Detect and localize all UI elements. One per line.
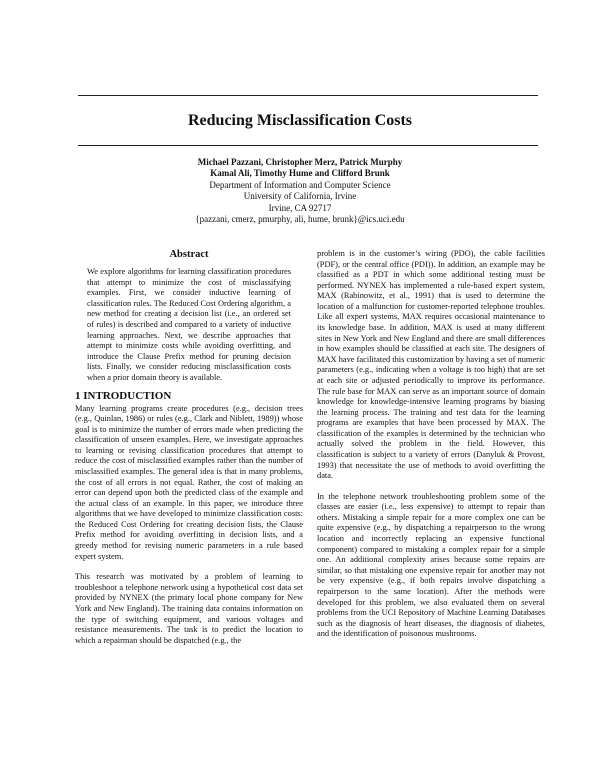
affiliation-department: Department of Information and Computer Science bbox=[209, 179, 391, 190]
paragraph-gap bbox=[75, 562, 303, 572]
right-column bbox=[317, 249, 545, 640]
affiliation-city: Irvine, CA 92717 bbox=[268, 202, 332, 213]
paragraph-gap bbox=[317, 482, 545, 492]
authors-line-1: Michael Pazzani, Christopher Merz, Patrick Murphy bbox=[197, 157, 403, 167]
intro-paragraph-4: In the telephone network troubleshooting problem some of the classes are easier (i.e., less expensive) to attempt to repair than others. Mistaking a simple repair for a more complex one can be quite expensive (e.g., by dispatching a repairperson to the wrong location and incorrectly replacing an expensive functional component) compared to mistaking a complex repair for a simple one. An additional complexity arises because some repairs are similar, so that mistaking one expensive repair for another may not be very expensive (e.g., if both repairs involve dispatching a repairperson to the same location). After the methods were developed for this problem, we also evaluated them on several problems from the UCI Repository of Machine Learning Databases such as the diagnosis of heart diseases, the diagnosis of diabetes, and the identification of poisonous mushrooms. bbox=[317, 491, 545, 639]
authors-line-2: Kamal Ali, Timothy Hume and Clifford Brunk bbox=[210, 168, 390, 179]
intro-paragraph-3: problem is in the customer’s wiring (PDO), the cable facilities (PDF), or the central office (PDI)). In addition, an example may be classified as a PDT in which some additional testing must be performed. NYNEX has implemented a rule-based expert system, MAX (Rabinowitz, et al., 1991) that is used to determine the location of a malfunction for customer-reported telephone troubles. Like all expert systems, MAX requires occasional maintenance to its knowledge base. In addition, MAX is used at many different sites in New York and New England and there are small differences in how examples should be classified at each site. The designers of MAX have facilitated this customization by having a set of numeric parameters (e.g., indicating when a voltage is too high) that are set at each site or adjusted periodically to improve its performance. The rule base for MAX can serve as an important source of domain knowledge for knowledge-intensive learning programs by biasing the learning process. The training and test data for the learning programs are examples that have been processed by MAX. The classification of the examples is determined by the technician who actually solved the problem in the field. However, this classification is subject to a variety of errors (Danyluk & Provost, 1993) that necessitate the use of methods to avoid overfitting the data. bbox=[317, 249, 545, 481]
section-heading-introduction: 1 INTRODUCTION bbox=[75, 389, 172, 402]
author-emails: {pazzani, cmerz, pmurphy, ali, hume, brunk}@ics.uci.edu bbox=[195, 214, 405, 225]
abstract-heading: Abstract bbox=[169, 249, 209, 260]
affiliation-university: University of California, Irvine bbox=[243, 191, 357, 202]
paper-title: Reducing Misclassification Costs bbox=[188, 112, 412, 129]
header-rule-bottom bbox=[78, 145, 538, 146]
header-rule-top bbox=[78, 95, 538, 96]
left-column bbox=[75, 248, 303, 646]
intro-paragraph-2: This research was motivated by a problem of learning to troubleshoot a telephone network using a hypothetical cost data set provided by NYNEX (the primary local phone company for New York and New England). The training data contains information on the type of switching equipment, and various voltages and resistance measurements. The task is to predict the location to which a repairman should be dispatched (e.g., the bbox=[75, 572, 303, 645]
abstract-text: We explore algorithms for learning classification procedures that attempt to minimize the cost of misclassifying examples. First, we consider inductive learning of classification rules. The Reduced Cost Ordering algorithm, a new method for creating a decision list (i.e., an ordered set of rules) is described and compared to a variety of inductive learning approaches. Next, we describe approaches that attempt to minimize costs while avoiding overfitting, and introduce the Clause Prefix method for pruning decision lists. Finally, we consider reducing misclassification costs when a prior domain theory is available. bbox=[87, 267, 291, 382]
intro-paragraph-1: Many learning programs create procedures (e.g., decision trees (e.g., Quinlan, 1986) or rules (e.g., Clark and Niblett, 1989)) whose goal is to minimize the number of errors made when predicting the classification of unseen examples. Here, we investigate approaches to learning or revising classification procedures that attempt to reduce the cost of misclassified examples rather than the number of misclassified examples. The general idea is that in many problems, the cost of all errors is not equal. Rather, the cost of making an error can depend upon both the predicted class of the example and the actual class of an example. In this paper, we introduce three algorithms that we have developed to minimize classification costs: the Reduced Cost Ordering for creating decision lists, the Clause Prefix method for avoiding overfitting in decision lists, and a greedy method for revising numeric parameters in a rule based expert system. bbox=[75, 403, 303, 561]
author-block bbox=[0, 157, 600, 225]
